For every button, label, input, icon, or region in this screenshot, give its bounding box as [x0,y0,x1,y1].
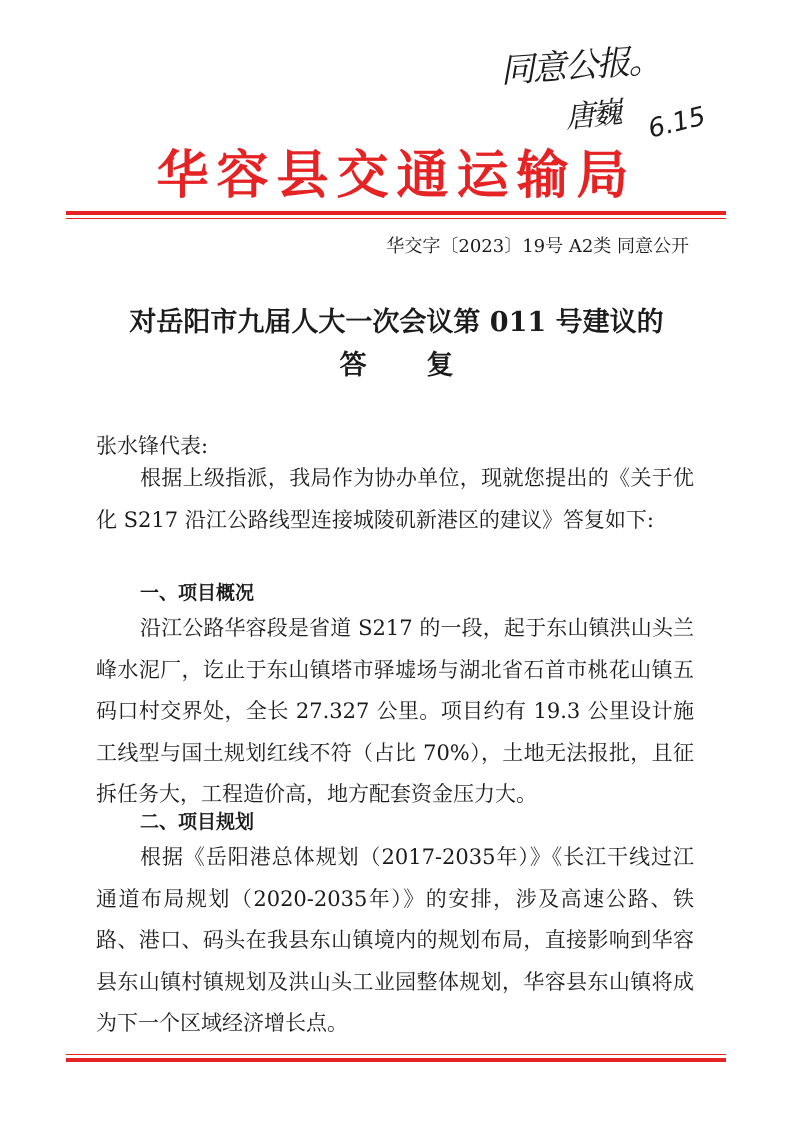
doc-number: 华交字〔2023〕19号 A2类 同意公开 [386,236,689,257]
section-text-planning: 根据《岳阳港总体规划（2017-2035年）》《长江干线过江通道布局规划（2020-2035年）》的安排，涉及高速公路、铁路、港口、码头在我县东山镇境内的规划布局，直接影响到华容县东山镇村镇规划及洪山头工业园整体规划，华容县东山镇将成为下一个区域经济增长点。 [96,845,694,1035]
doc-title-line2: 答复 [339,350,514,381]
handwritten-signature: 唐巍 [563,95,622,136]
footer-rule-thin [66,1054,726,1055]
handwritten-approval: 同意公报。 [499,40,662,92]
salutation: 张水锋代表: [96,434,209,458]
intro-paragraph: 根据上级指派，我局作为协办单位，现就您提出的《关于优化 S217 沿江公路线型连接城陵矶新港区的建议》答复如下: [96,466,694,532]
section-heading-overview: 一、项目概况 [140,582,255,604]
bureau-name: 华容县交通运输局 [156,145,637,206]
section-text-overview: 沿江公路华容段是省道 S217 的一段，起于东山镇洪山头兰峰水泥厂，讫止于东山镇塔市驿墟场与湖北省石首市桃花山镇五码口村交界处，全长 27.327 公里。项目约有 19.3 公里设计施工线型与国土规划红线不符（占比 70%），土地无法报批，且征拆任务大，工程造价高，地方配套资金压力大。 [96,616,694,806]
section-heading-planning: 二、项目规划 [140,811,255,833]
header-rule-thick [66,211,726,215]
handwritten-date: 6.15 [645,101,709,145]
header-rule-thin [66,218,726,219]
doc-title-line1: 对岳阳市九届人大一次会议第 011 号建议的 [129,307,664,338]
footer-rule-thick [66,1058,726,1062]
